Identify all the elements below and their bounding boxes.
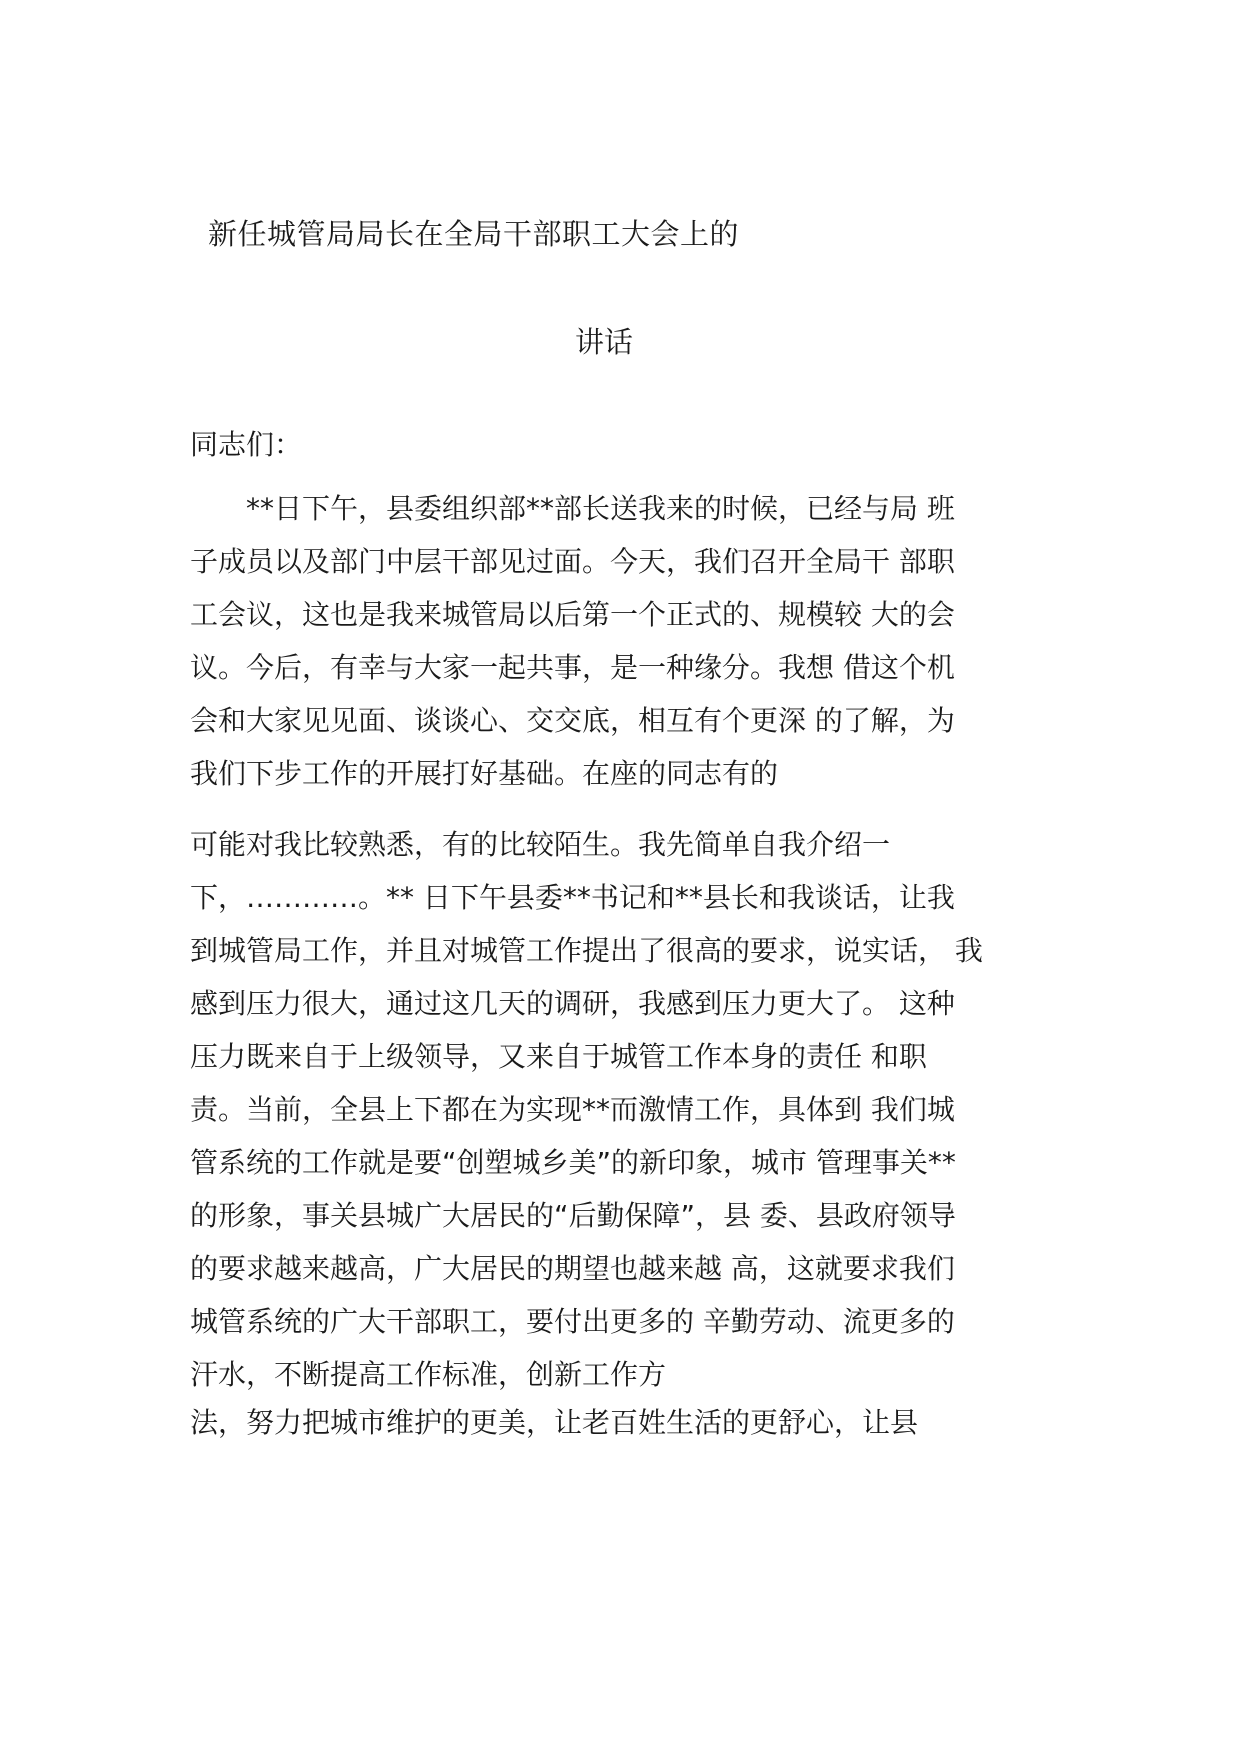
paragraph-block-2 — [190, 818, 1070, 1401]
document-title: 新任城管局局长在全局干部职工大会上的 — [208, 217, 740, 251]
paragraph-block-1 — [190, 482, 1070, 800]
text-line: 管系统的工作就是要“创塑城乡美”的新印象，城市 管理事关** — [190, 1146, 956, 1179]
text-line: 可能对我比较熟悉，有的比较陌生。我先简单自我介绍一 — [190, 828, 891, 861]
text-line: 下，…………。** 日下午县委**书记和**县长和我谈话，让我 — [190, 881, 955, 914]
salutation: 同志们： — [190, 428, 303, 461]
text-line: 议。今后，有幸与大家一起共事，是一种缘分。我想 借这个机 — [190, 651, 955, 684]
text-line: 到城管局工作，并且对城管工作提出了很高的要求，说实话， 我 — [190, 934, 983, 967]
text-line: 会和大家见见面、谈谈心、交交底，相互有个更深 的了解，为 — [190, 704, 955, 737]
text-line: 工会议，这也是我来城管局以后第一个正式的、规模较 大的会 — [190, 598, 955, 631]
text-line: **日下午，县委组织部**部长送我来的时候，已经与局 班 — [190, 492, 955, 525]
text-line: 子成员以及部门中层干部见过面。今天，我们召开全局干 部职 — [190, 545, 955, 578]
text-line: 法，努力把城市维护的更美，让老百姓生活的更舒心，让县 — [190, 1406, 919, 1439]
text-line: 责。当前，全县上下都在为实现**而激情工作，具体到 我们城 — [190, 1093, 955, 1126]
paragraph-block-3 — [190, 1396, 1070, 1449]
text-line: 感到压力很大，通过这几天的调研，我感到压力更大了。 这种 — [190, 987, 955, 1020]
document-title-continuation: 讲话 — [575, 325, 634, 359]
text-line: 压力既来自于上级领导，又来自于城管工作本身的责任 和职 — [190, 1040, 927, 1073]
text-line: 我们下步工作的开展打好基础。在座的同志有的 — [190, 757, 779, 790]
text-line: 的形象，事关县城广大居民的“后勤保障”，县 委、县政府领导 — [190, 1199, 956, 1232]
text-line: 的要求越来越高，广大居民的期望也越来越 高，这就要求我们 — [190, 1252, 955, 1285]
text-line: 城管系统的广大干部职工，要付出更多的 辛勤劳动、流更多的 — [190, 1305, 955, 1338]
text-line: 汗水，不断提高工作标准，创新工作方 — [190, 1358, 667, 1391]
